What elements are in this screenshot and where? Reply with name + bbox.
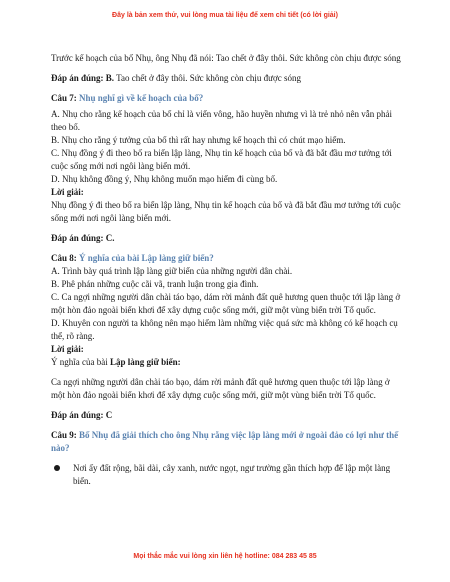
bullet-icon (54, 465, 60, 471)
question-9-heading: Câu 9: Bố Nhụ đã giải thích cho ông Nhụ rằng việc lập làng mới ở ngoài đảo có lợi như thế nào? (51, 430, 399, 453)
intro-text: Trước kế hoạch của bố Nhụ, ông Nhụ đã nói: Tao chết ở đây thôi. Sức không còn chịu được sóng (51, 53, 401, 63)
question-8-option-d: D. Khuyên con người ta không nên mạo hiểm làm những việc quá sức mà không có kế hoạch cụ thể, rõ ràng. (51, 318, 398, 341)
question-8-solution-intro: Ý nghĩa của bài Lập làng giữ biển: (51, 357, 181, 367)
question-8-option-b: B. Phê phán những cuộc cãi vã, tranh luận trong gia đình. (51, 279, 259, 289)
document-body (51, 52, 401, 488)
question-7-answer: Đáp án đúng: C. (51, 233, 115, 243)
question-7-option-b: B. Nhụ cho rằng ý tưởng của bố thì rất hay nhưng kế hoạch thì có chút mạo hiểm. (51, 135, 346, 145)
question-7-heading: Câu 7: Nhụ nghĩ gì về kế hoạch của bố? (51, 93, 204, 103)
question-8-option-c: C. Ca ngợi những người dân chài táo bạo, dám rời mảnh đất quê hương quen thuộc tới lập làng ở một hòn đảo ngoài biển khơi để xây dựng cuộc sống mới, giữ một vùng biển trời Tổ quốc. (51, 292, 401, 315)
question-8-answer: Đáp án đúng: C (51, 410, 113, 420)
intro-answer: Đáp án đúng: B. Tao chết ở đây thôi. Sức không còn chịu được sóng (51, 73, 301, 83)
question-8-heading: Câu 8: Ý nghĩa của bài Lập làng giữ biển? (51, 253, 214, 263)
question-8-option-a: A. Trình bày quá trình lập làng giữ biển của những người dân chài. (51, 266, 293, 276)
question-9-bullet-list (51, 462, 401, 488)
question-8-solution-label: Lời giải: (51, 344, 84, 354)
question-7-option-c: C. Nhụ đồng ý đi theo bố ra biển lập làng, Nhụ tin kế hoạch của bố và đã bắt đầu mơ tưởng tới cuộc sống mới nơi ngôi làng biển mới. (51, 148, 392, 171)
list-item: Nơi ấy đất rộng, bãi dài, cây xanh, nước ngọt, ngư trường gần thích hợp để lập một làng biển. (51, 462, 401, 488)
question-8-solution-text: Ca ngợi những người dân chài táo bạo, dám rời mảnh đất quê hương quen thuộc tới lập làng ở một hòn đảo ngoài biển khơi để xây dựng cuộc sống mới, giữ một vùng biển trời Tổ quốc. (51, 377, 390, 400)
question-7-option-a: A. Nhụ cho rằng kế hoạch của bố chỉ là viển vông, hão huyền nhưng vì là trẻ nhỏ nên vẫn phải theo bố. (51, 109, 393, 132)
question-7-solution-label: Lời giải: (51, 187, 84, 197)
question-7-solution-text: Nhụ đồng ý đi theo bố ra biển lập làng, Nhụ tin kế hoạch của bố và đã bắt đầu mơ tưởng tới cuộc sống mới nơi ngôi làng biển mới. (51, 200, 401, 223)
question-7-option-d: D. Nhụ không đồng ý, Nhụ không muốn mạo hiểm đi cùng bố. (51, 174, 278, 184)
hotline-banner: Mọi thắc mắc vui lòng xin liên hệ hotline: 084 283 45 85 (133, 553, 317, 560)
preview-banner: Đây là bản xem thử, vui lòng mua tài liệu để xem chi tiết (có lời giải) (112, 12, 338, 19)
